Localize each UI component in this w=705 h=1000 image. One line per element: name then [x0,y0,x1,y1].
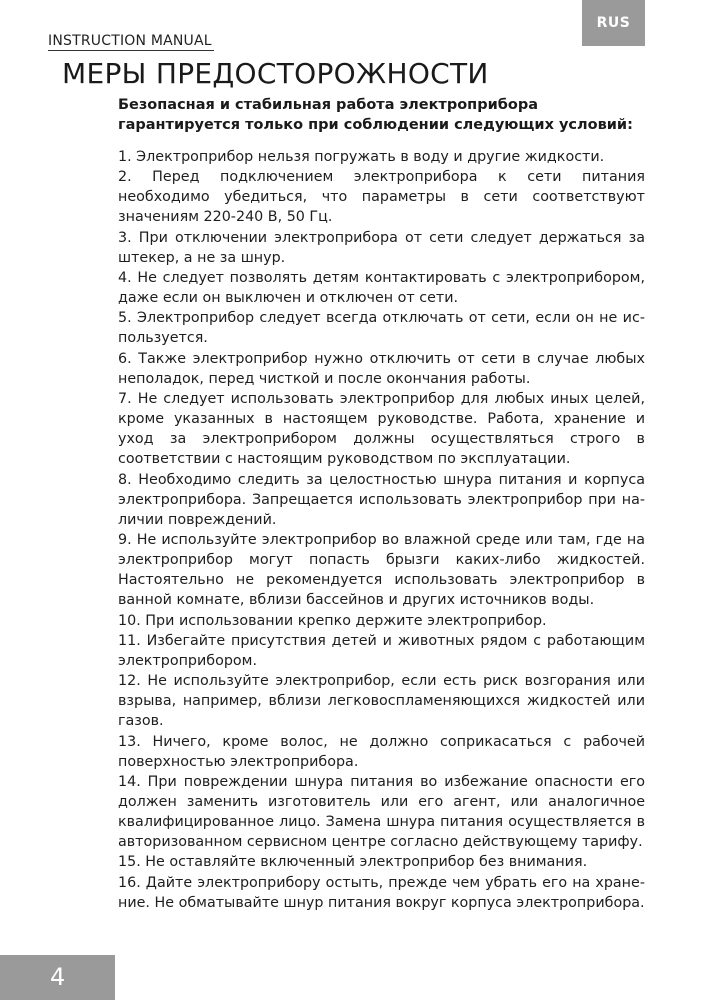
language-tab: RUS [582,0,645,46]
manual-header: INSTRUCTION MANUAL [48,33,212,49]
list-item: 13. Ничего, кроме волос, не должно соприкасаться с рабочей поверхностью электроприбора. [118,733,645,770]
list-item: 5. Электроприбор следует всегда отключать от сети, если он не используется. [118,310,645,347]
intro-paragraph: Безопасная и стабильная работа электроприбора гарантируется только при соблюдении следующих условий: [118,97,633,133]
list-item: 16. Дайте электроприбору остыть, прежде чем убрать его на хранение. Не обматывайте шнур питания вокруг корпуса электроприбора. [118,874,645,911]
list-item: 8. Необходимо следить за целостностью шнура питания и корпуса электроприбора. Запрещается использовать электроприбор при наличии повреждений. [118,471,645,528]
page-number: 4 [0,955,115,1000]
list-item: 7. Не следует использовать электроприбор для любых иных целей, кроме указанных в настоящем руководстве. Работа, хранение и уход за электроприбором должны осуществляться строго в соответствии с настоящим руководством по эксплуатации. [118,390,645,468]
list-item: 10. При использовании крепко держите электроприбор. [118,612,547,629]
list-item: 14. При повреждении шнура питания во избежание опасности его должен заменить изготовитель или его агент, или аналогичное квалифицированное лицо. Замена шнура питания осуществляется в авторизованном сервисном центре согласно действующему тарифу. [118,773,645,851]
list-item: 15. Не оставляйте включенный электроприбор без внимания. [118,854,588,871]
page-title: МЕРЫ ПРЕДОСТОРОЖНОСТИ [62,57,489,90]
list-item: 3. При отключении электроприбора от сети следует держаться за штекер, а не за шнур. [118,229,645,266]
list-item: 11. Избегайте присутствия детей и животных рядом с работающим электроприбором. [118,632,645,669]
list-item: 6. Также электроприбор нужно отключить от сети в случае любых неполадок, перед чисткой и после окончания работы. [118,350,645,387]
list-item: 2. Перед подключением электроприбора к сети питания необходимо убедиться, что параметры в сети соответствуют значениям 220-240 В, 50 Гц. [118,169,645,226]
precautions-list [118,147,645,913]
list-item: 12. Не используйте электроприбор, если есть риск возгорания или взрыва, например, вблизи легковоспламеняющихся жидкостей или газов. [118,673,645,730]
list-item: 1. Электроприбор нельзя погружать в воду и другие жидкости. [118,149,605,165]
list-item: 4. Не следует позволять детям контактировать с электроприбором, даже если он выключен и отключен от сети. [118,269,645,307]
list-item: 9. Не используйте электроприбор во влажной среде или там, где на электроприбор могут попасть брызги каких-либо жидкостей. Настоятельно не рекомендуется использовать электроприбор в ванной комнате, вблизи бассейнов и других источников воды. [118,531,645,609]
